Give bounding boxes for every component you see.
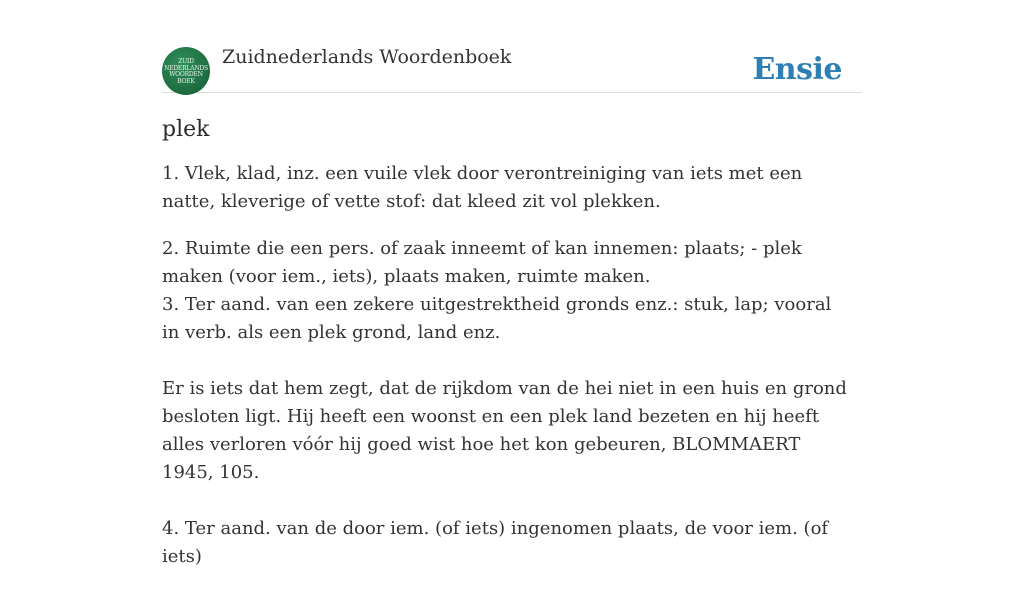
definition-1: 1. Vlek, klad, inz. een vuile vlek door verontreiniging van iets met een natte, kleverige of vette stof: dat kleed zit vol plekken.	[162, 163, 803, 212]
definition-4: 4. Ter aand. van de door iem. (of iets) ingenomen plaats, de voor iem. (of iets)	[162, 518, 829, 567]
definition-2: 2. Ruimte die een pers. of zaak inneemt of kan innemen: plaats; - plek maken (voor iem., iets), plaats maken, ruimte maken.	[162, 238, 802, 287]
logo-line: NEDERLANDS	[164, 64, 208, 72]
source-title[interactable]: Zuidnederlands Woordenboek	[222, 46, 512, 68]
entry-body	[162, 160, 852, 571]
definition-3: 3. Ter aand. van een zekere uitgestrektheid gronds enz.: stuk, lap; vooral in verb. als een plek grond, land enz.	[162, 294, 832, 343]
brand-logo[interactable]: Ensie	[752, 52, 842, 87]
logo-line: ZUID	[178, 58, 194, 65]
entry-title: plek	[162, 117, 210, 142]
logo-line: WOORDEN	[169, 71, 203, 78]
header	[162, 42, 862, 93]
logo-line: BOEK	[177, 77, 195, 85]
citation: Er is iets dat hem zegt, dat de rijkdom van de hei niet in een huis en grond besloten ligt. Hij heeft een woonst en een plek land bezeten en hij heeft alles verloren vóór hij goed wist hoe het kon gebeuren, BLOMMAERT 1945, 105.	[162, 378, 847, 483]
dictionary-logo[interactable]	[162, 47, 210, 95]
entry-card	[162, 42, 862, 590]
